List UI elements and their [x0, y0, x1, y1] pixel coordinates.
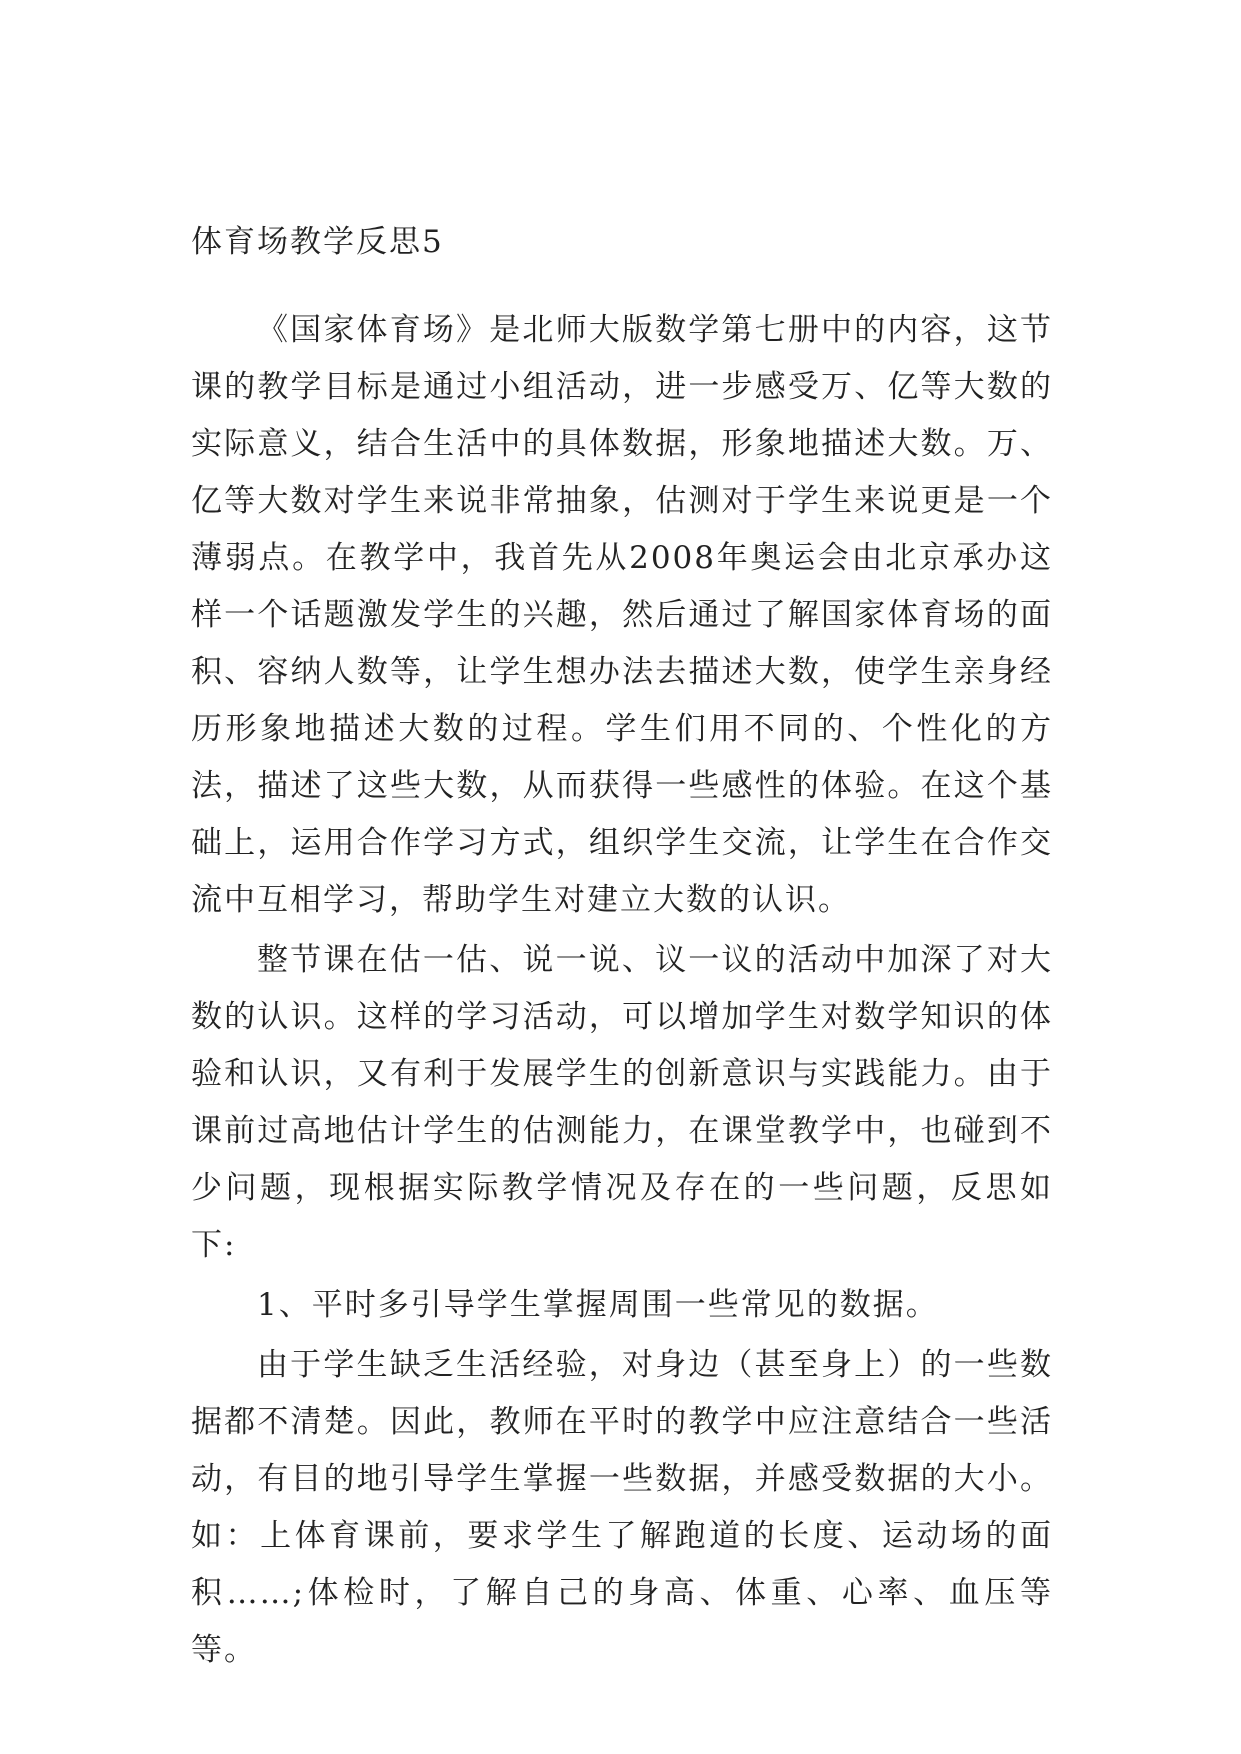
paragraph-point-1-detail: 由于学生缺乏生活经验，对身边（甚至身上）的一些数据都不清楚。因此，教师在平时的教学中应注意结合一些活动，有目的地引导学生掌握一些数据，并感受数据的大小。如：上体育课前，要求学生了解跑道的长度、运动场的面积……;体检时，了解自己的身高、体重、心率、血压等等。 — [191, 1347, 1053, 1668]
document-title: 体育场教学反思5 — [191, 224, 444, 260]
paragraph-summary: 整节课在估一估、说一说、议一议的活动中加深了对大数的认识。这样的学习活动，可以增加学生对数学知识的体验和认识，又有利于发展学生的创新意识与实践能力。由于课前过高地估计学生的估测能力，在课堂教学中，也碰到不少问题，现根据实际教学情况及存在的一些问题，反思如下: — [191, 942, 1053, 1263]
paragraph-introduction: 《国家体育场》是北师大版数学第七册中的内容，这节课的教学目标是通过小组活动，进一步感受万、亿等大数的实际意义，结合生活中的具体数据，形象地描述大数。万、亿等大数对学生来说非常抽象，估测对于学生来说更是一个薄弱点。在教学中，我首先从2008年奥运会由北京承办这样一个话题激发学生的兴趣，然后通过了解国家体育场的面积、容纳人数等，让学生想办法去描述大数，使学生亲身经历形象地描述大数的过程。学生们用不同的、个性化的方法，描述了这些大数，从而获得一些感性的体验。在这个基础上，运用合作学习方式，组织学生交流，让学生在合作交流中互相学习，帮助学生对建立大数的认识。 — [191, 312, 1053, 918]
document-page — [191, 222, 1053, 1679]
paragraph-point-1: 1、平时多引导学生掌握周围一些常见的数据。 — [257, 1287, 939, 1323]
